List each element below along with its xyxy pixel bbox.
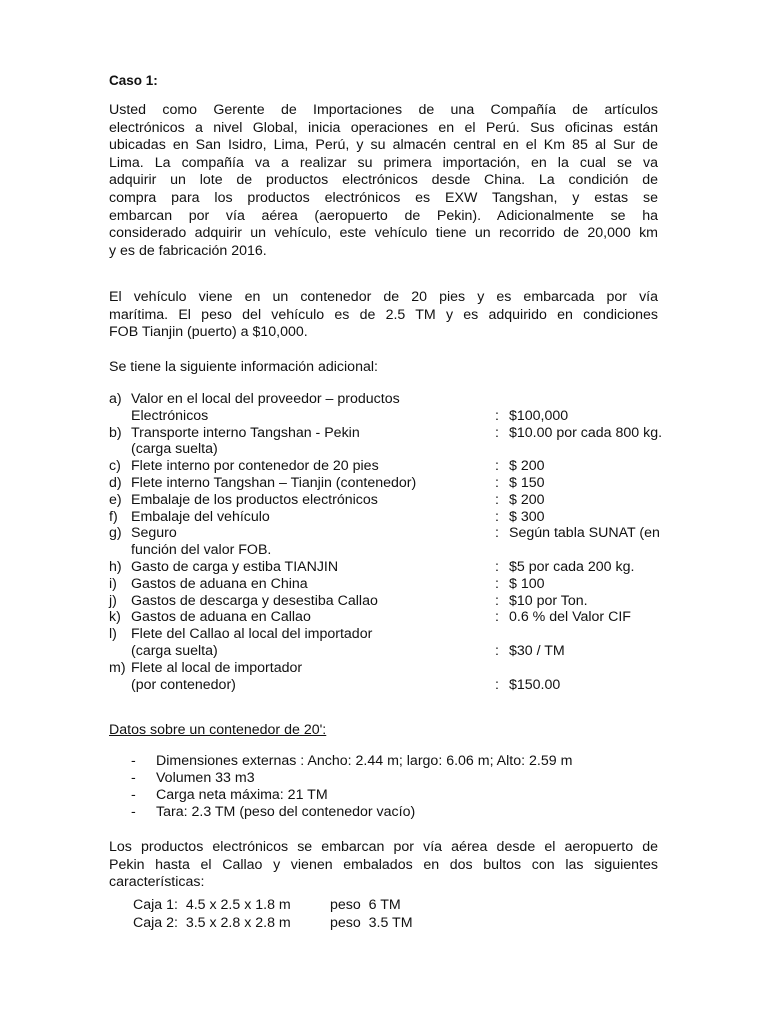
paragraph-line: electrónicos a nivel Global, inicia operaciones en el Perú. Sus oficinas están	[109, 119, 658, 136]
cost-item	[109, 492, 669, 509]
item-letter: f)	[109, 508, 118, 525]
paragraph-line: adquirir un lote de productos electrónicos desde China. La condición de	[109, 172, 658, 189]
item-description: Embalaje del vehículo	[131, 508, 270, 525]
item-description: Gastos de aduana en Callao	[131, 609, 311, 626]
package-dimensions: Caja 1: 4.5 x 2.5 x 1.8 m	[133, 897, 291, 913]
container-data-heading: Datos sobre un contenedor de 20':	[109, 722, 327, 738]
paragraph-line: considerado adquirir un vehículo, este vehículo tiene un recorrido de 20,000 km	[109, 225, 658, 242]
item-colon: :	[495, 558, 499, 575]
item-value: $ 200	[509, 491, 545, 508]
item-letter: c)	[109, 458, 121, 475]
item-description: Gastos de aduana en China	[131, 575, 308, 592]
item-colon	[495, 391, 509, 408]
item-value: $10 por Ton.	[509, 592, 588, 609]
item-colon: :	[495, 508, 499, 525]
item-value: $150.00	[509, 676, 561, 693]
container-data-text: Volumen 33 m3	[156, 770, 255, 786]
paragraph-line: y es de fabricación 2016.	[109, 242, 267, 259]
cost-item	[109, 458, 669, 475]
item-value: $100,000	[509, 407, 569, 424]
item-value: $10.00 por cada 800 kg.	[509, 424, 663, 441]
cost-item	[109, 441, 669, 458]
paragraph-line: embarcan por vía aérea (aeropuerto de Pekin). Adicionalmente se ha	[109, 207, 658, 224]
paragraph-line: Pekin hasta el Callao y vienen embalados en dos bultos con las siguientes	[109, 856, 658, 873]
container-data-item	[131, 770, 651, 787]
container-data-item	[131, 753, 651, 770]
case-title: Caso 1:	[109, 73, 158, 88]
item-description: (carga suelta)	[131, 642, 218, 659]
item-description: (por contenedor)	[131, 676, 236, 693]
item-letter: l)	[109, 626, 117, 643]
package-item	[133, 897, 413, 915]
cost-item	[109, 593, 669, 610]
paragraph-intro	[109, 102, 658, 260]
item-colon: :	[495, 491, 499, 508]
paragraph-line: ubicadas en San Isidro, Lima, Perú, y su almacén central en el Km 85 al Sur de	[109, 137, 658, 154]
item-letter: j)	[109, 592, 117, 609]
container-data-item	[131, 804, 651, 821]
item-letter: m)	[109, 659, 126, 676]
item-colon	[495, 542, 509, 559]
cost-item	[109, 542, 669, 559]
item-description: (carga suelta)	[131, 441, 218, 458]
item-value: $5 por cada 200 kg.	[509, 558, 635, 575]
additional-info-intro: Se tiene la siguiente información adicional:	[109, 359, 378, 375]
item-value: $30 / TM	[509, 642, 565, 659]
item-value: Según tabla SUNAT (en	[509, 525, 660, 542]
item-letter: k)	[109, 609, 121, 626]
paragraph-line: FOB Tianjin (puerto) a $10,000.	[109, 324, 308, 341]
item-letter: b)	[109, 424, 122, 441]
container-data-item	[131, 787, 651, 804]
item-colon: :	[495, 424, 499, 441]
item-letter	[109, 408, 131, 425]
item-colon: :	[495, 525, 499, 542]
package-weight: peso 3.5 TM	[330, 914, 413, 931]
paragraph-line: Los productos electrónicos se embarcan por vía aérea desde el aeropuerto de	[109, 839, 658, 855]
item-letter: d)	[109, 474, 122, 491]
item-letter: a)	[109, 391, 122, 407]
item-description: Embalaje de los productos electrónicos	[131, 491, 378, 508]
package-dimensions: Caja 2: 3.5 x 2.8 x 2.8 m	[133, 914, 291, 931]
item-colon: :	[495, 458, 499, 475]
item-colon	[495, 626, 509, 643]
item-colon: :	[495, 592, 499, 609]
item-letter	[109, 542, 131, 559]
paragraph-vehicle	[109, 289, 658, 342]
item-letter: g)	[109, 525, 122, 542]
paragraph-line: características:	[109, 874, 205, 891]
item-value	[509, 542, 669, 559]
package-item	[133, 915, 413, 933]
item-letter	[109, 643, 131, 660]
item-letter: e)	[109, 491, 122, 508]
paragraph-line: El vehículo viene en un contenedor de 20 pies y es embarcada por vía	[109, 289, 658, 305]
item-description: Valor en el local del proveedor – productos	[131, 391, 400, 407]
item-value	[509, 626, 669, 643]
item-description: Flete del Callao al local del importador	[131, 626, 373, 643]
item-description: Gasto de carga y estiba TIANJIN	[131, 558, 339, 575]
item-letter: i)	[109, 575, 117, 592]
cost-item	[109, 475, 669, 492]
cost-item	[109, 609, 669, 626]
cost-item	[109, 559, 669, 576]
item-colon: :	[495, 575, 499, 592]
cost-items-list	[109, 391, 669, 693]
item-value: $ 300	[509, 508, 545, 525]
cost-item	[109, 408, 669, 425]
cost-item	[109, 525, 669, 542]
item-description: Transporte interno Tangshan - Pekin	[131, 424, 360, 441]
item-colon	[495, 660, 509, 677]
container-data-list	[131, 753, 651, 821]
item-letter	[109, 677, 131, 694]
item-value	[509, 441, 669, 458]
item-colon: :	[495, 642, 499, 659]
paragraph-line: Usted como Gerente de Importaciones de una Compañía de artículos	[109, 102, 658, 118]
item-letter	[109, 441, 131, 458]
item-value	[509, 391, 669, 408]
item-description: Flete interno Tangshan – Tianjin (contenedor)	[131, 474, 417, 491]
item-value: $ 100	[509, 575, 545, 592]
cost-item	[109, 643, 669, 660]
item-colon: :	[495, 609, 499, 626]
paragraph-line: marítima. El peso del vehículo es de 2.5 TM y es adquirido en condiciones	[109, 306, 658, 323]
container-data-text: Carga neta máxima: 21 TM	[156, 787, 328, 803]
container-data-text: Dimensiones externas : Ancho: 2.44 m; largo: 6.06 m; Alto: 2.59 m	[156, 753, 573, 769]
item-description: Gastos de descarga y desestiba Callao	[131, 592, 378, 609]
dash-marker: -	[131, 770, 136, 786]
item-colon: :	[495, 676, 499, 693]
cost-item	[109, 576, 669, 593]
item-value	[509, 660, 669, 677]
item-colon: :	[495, 407, 499, 424]
package-list	[133, 897, 413, 932]
container-data-text: Tara: 2.3 TM (peso del contenedor vacío)	[156, 804, 416, 820]
paragraph-line: Lima. La compañía va a realizar su primera importación, en la cual se va	[109, 154, 658, 171]
cost-item	[109, 509, 669, 526]
item-value: 0.6 % del Valor CIF	[509, 609, 631, 626]
item-value: $ 200	[509, 458, 545, 475]
item-letter: h)	[109, 558, 122, 575]
cost-item	[109, 425, 669, 442]
dash-marker: -	[131, 753, 136, 769]
item-description: Electrónicos	[131, 407, 209, 424]
paragraph-line: compra para los productos electrónicos es EXW Tangshan, y estas se	[109, 189, 658, 206]
cost-item	[109, 677, 669, 694]
item-colon: :	[495, 474, 499, 491]
item-description: Flete interno por contenedor de 20 pies	[131, 458, 379, 475]
item-description: Flete al local de importador	[131, 659, 303, 676]
cost-item	[109, 626, 669, 643]
cost-item	[109, 660, 669, 677]
item-description: función del valor FOB.	[131, 542, 272, 559]
item-colon	[495, 441, 509, 458]
item-description: Seguro	[131, 525, 177, 542]
paragraph-shipment	[109, 839, 658, 892]
package-weight: peso 6 TM	[330, 897, 401, 913]
item-value: $ 150	[509, 474, 545, 491]
dash-marker: -	[131, 804, 136, 820]
dash-marker: -	[131, 787, 136, 803]
cost-item	[109, 391, 669, 408]
